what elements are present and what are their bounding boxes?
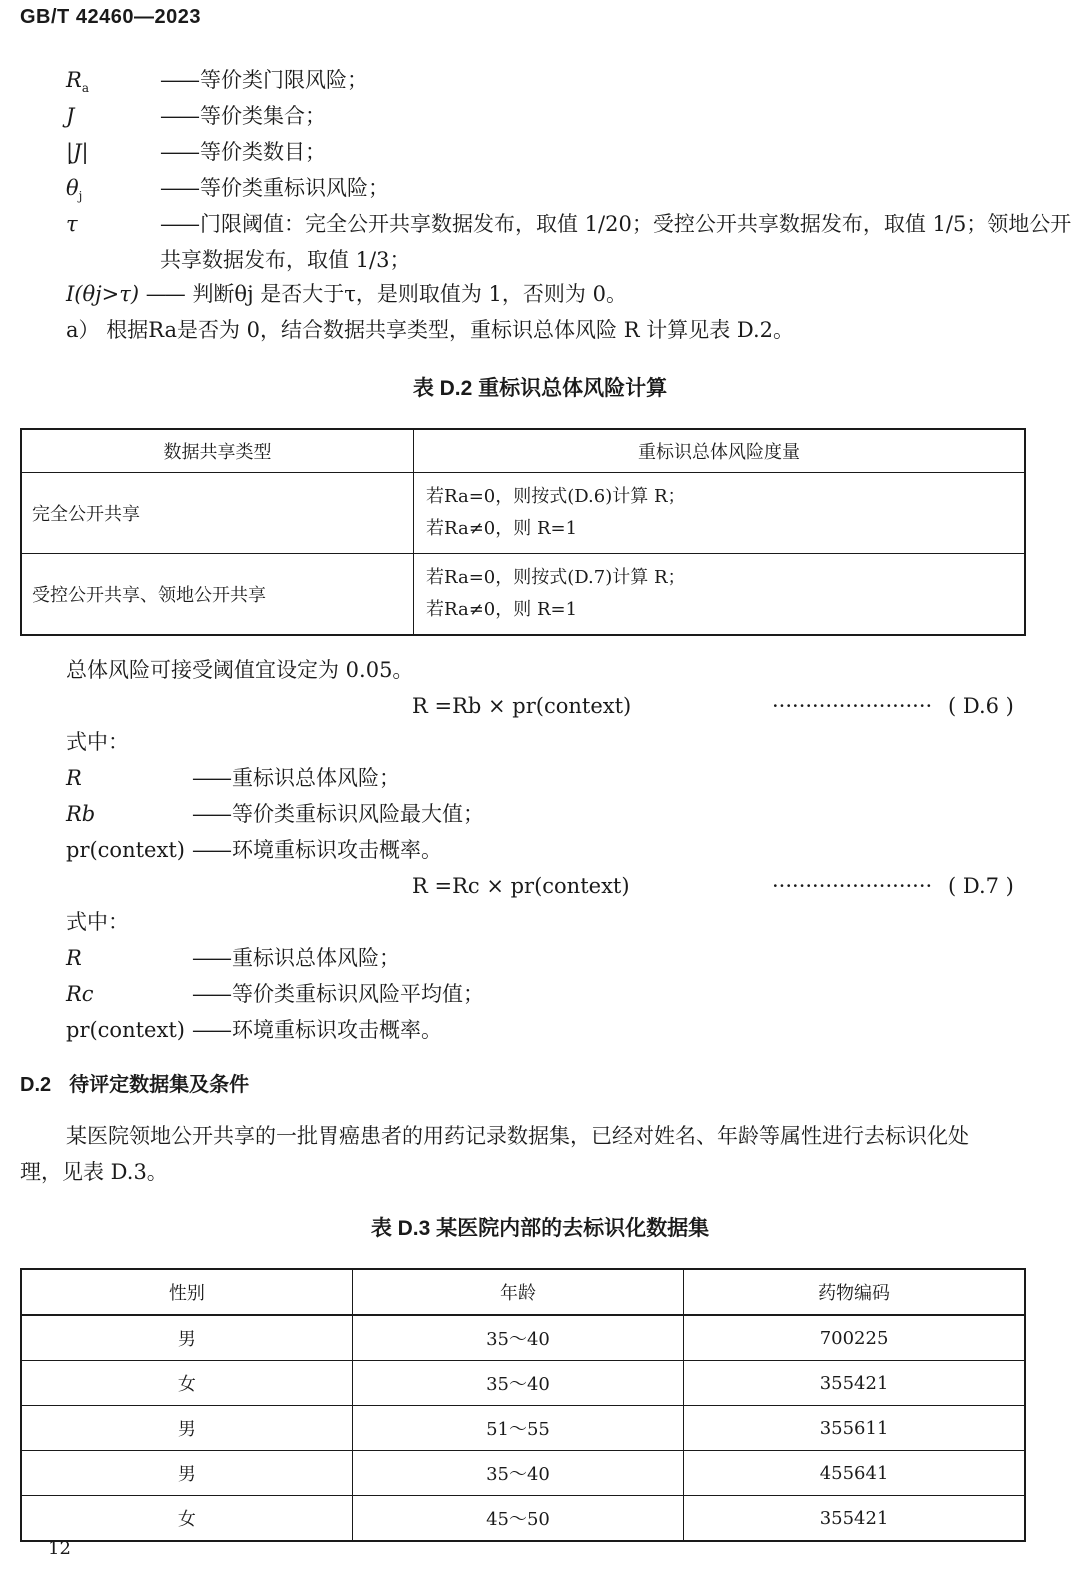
age-cell: 51～55	[352, 1406, 683, 1451]
formula-d6-leader: ························	[772, 694, 933, 718]
risk-measure-cell	[414, 554, 1026, 636]
definition-symbol: Rc	[66, 982, 94, 1006]
definition-symbol: $\theta_j$	[66, 176, 83, 203]
gender-cell: 男	[21, 1451, 352, 1496]
column-header: 年龄	[352, 1269, 683, 1315]
definition-list-1	[66, 62, 1080, 278]
drug-code-cell: 700225	[684, 1315, 1025, 1361]
formula-d7-label: ( D.7 )	[948, 874, 1014, 898]
definition-row	[66, 134, 1080, 170]
drug-code-cell: 355611	[684, 1406, 1025, 1451]
column-header: 数据共享类型	[21, 429, 414, 473]
definition-list-d7	[66, 940, 484, 1048]
table-d2	[20, 428, 1026, 636]
definition-row	[66, 62, 1080, 98]
definition-row	[66, 1012, 484, 1048]
definition-symbol: $R_a$	[66, 68, 89, 95]
table-row	[21, 1315, 1025, 1361]
drug-code-cell: 355421	[684, 1496, 1025, 1542]
section-paragraph-line: 理，见表 D.3。	[20, 1160, 168, 1184]
tau-description: 门限阈值：完全公开共享数据发布，取值 1/20；受控公开共享数据发布，取值 1/5；领地公开共享数据发布，取值 1/3；	[160, 212, 1072, 272]
dash: ——	[192, 838, 230, 862]
gender-cell: 女	[21, 1496, 352, 1542]
dash: ——	[160, 68, 198, 92]
note-a: a） 根据Ra是否为 0，结合数据共享类型，重标识总体风险 R 计算见表 D.2。	[66, 318, 795, 342]
sharing-type-cell: 受控公开共享、领地公开共享	[21, 554, 414, 636]
age-cell: 35～40	[352, 1361, 683, 1406]
dash: ——	[160, 212, 198, 236]
definition-symbol: Rb	[66, 802, 96, 826]
measure-line: 若Ra=0，则按式(D.7)计算 R；	[426, 567, 686, 588]
definition-row	[66, 976, 484, 1012]
definition-text: 环境重标识攻击概率。	[232, 838, 442, 862]
definition-text: 等价类门限风险；	[200, 68, 368, 92]
threshold-text: 总体风险可接受阈值宜设定为 0.05。	[66, 658, 414, 682]
formula-d6: R =Rb × pr(context)	[412, 694, 632, 718]
table-row	[21, 1496, 1025, 1542]
definition-row-tau	[66, 206, 1080, 278]
gender-cell: 男	[21, 1315, 352, 1361]
dash: ——	[192, 802, 230, 826]
column-header: 重标识总体风险度量	[414, 429, 1026, 473]
measure-line: 若Ra=0，则按式(D.6)计算 R；	[426, 486, 686, 507]
table-row	[21, 1406, 1025, 1451]
formula-d6-label: ( D.6 )	[948, 694, 1014, 718]
table-d2-caption: 表 D.2 重标识总体风险计算	[412, 377, 668, 400]
definition-symbol: τ	[66, 212, 78, 236]
indicator-definition	[66, 276, 627, 312]
formula-d7: R =Rc × pr(context)	[412, 874, 630, 898]
definition-row	[66, 796, 484, 832]
measure-line: 若Ra≠0，则 R=1	[426, 518, 578, 539]
table-header-row	[21, 429, 1025, 473]
formula-d7-leader: ························	[772, 874, 933, 898]
definition-row	[66, 98, 1080, 134]
definition-row	[66, 832, 484, 868]
section-paragraph-line: 某医院领地公开共享的一批胃癌患者的用药记录数据集，已经对姓名、年龄等属性进行去标识化处	[66, 1124, 969, 1148]
standard-number: GB/T 42460—2023	[20, 6, 201, 28]
table-row	[21, 554, 1025, 636]
definition-text: 重标识总体风险；	[232, 766, 400, 790]
age-cell: 35～40	[352, 1315, 683, 1361]
definition-row	[66, 760, 484, 796]
where-label: 式中：	[66, 910, 129, 934]
table-d3-caption: 表 D.3 某医院内部的去标识化数据集	[370, 1217, 710, 1240]
dash: ——	[192, 982, 230, 1006]
sharing-type-cell: 完全公开共享	[21, 473, 414, 554]
gender-cell: 女	[21, 1361, 352, 1406]
definition-row	[66, 940, 484, 976]
dash: ——	[192, 1018, 230, 1042]
section-number: D.2	[20, 1074, 52, 1096]
definition-text: 重标识总体风险；	[232, 946, 400, 970]
age-cell: 45～50	[352, 1496, 683, 1542]
dash: ——	[145, 282, 184, 306]
definition-text: 等价类数目；	[200, 140, 326, 164]
gender-cell: 男	[21, 1406, 352, 1451]
definition-symbol: J	[66, 104, 75, 128]
section-title: 待评定数据集及条件	[69, 1074, 250, 1096]
table-row	[21, 1361, 1025, 1406]
dash: ——	[160, 104, 198, 128]
definition-text: 等价类集合；	[200, 104, 326, 128]
table-row	[21, 473, 1025, 554]
definition-row	[66, 170, 1080, 206]
table-row	[21, 1451, 1025, 1496]
indicator-symbol: I(θj>τ)	[66, 282, 140, 306]
measure-line: 若Ra≠0，则 R=1	[426, 599, 578, 620]
age-cell: 35～40	[352, 1451, 683, 1496]
page-number: 12	[48, 1538, 71, 1559]
definition-symbol: pr(context)	[66, 1018, 185, 1042]
definition-symbol: R	[66, 766, 82, 790]
drug-code-cell: 355421	[684, 1361, 1025, 1406]
section-heading	[20, 1068, 249, 1097]
dash: ——	[192, 946, 230, 970]
definition-symbol: R	[66, 946, 82, 970]
definition-list-d6	[66, 760, 484, 868]
indicator-text: 判断θj 是否大于τ，是则取值为 1，否则为 0。	[192, 282, 627, 306]
risk-measure-cell	[414, 473, 1026, 554]
definition-text	[160, 206, 1080, 278]
table-header-row	[21, 1269, 1025, 1315]
dash: ——	[160, 140, 198, 164]
where-label: 式中：	[66, 730, 129, 754]
dash: ——	[160, 176, 198, 200]
definition-text: 等价类重标识风险；	[200, 176, 389, 200]
definition-text: 等价类重标识风险最大值；	[232, 802, 484, 826]
column-header: 性别	[21, 1269, 352, 1315]
definition-text: 等价类重标识风险平均值；	[232, 982, 484, 1006]
column-header: 药物编码	[684, 1269, 1025, 1315]
table-d3	[20, 1268, 1026, 1542]
definition-symbol: pr(context)	[66, 838, 185, 862]
drug-code-cell: 455641	[684, 1451, 1025, 1496]
definition-symbol: |J|	[66, 140, 89, 164]
dash: ——	[192, 766, 230, 790]
definition-text: 环境重标识攻击概率。	[232, 1018, 442, 1042]
